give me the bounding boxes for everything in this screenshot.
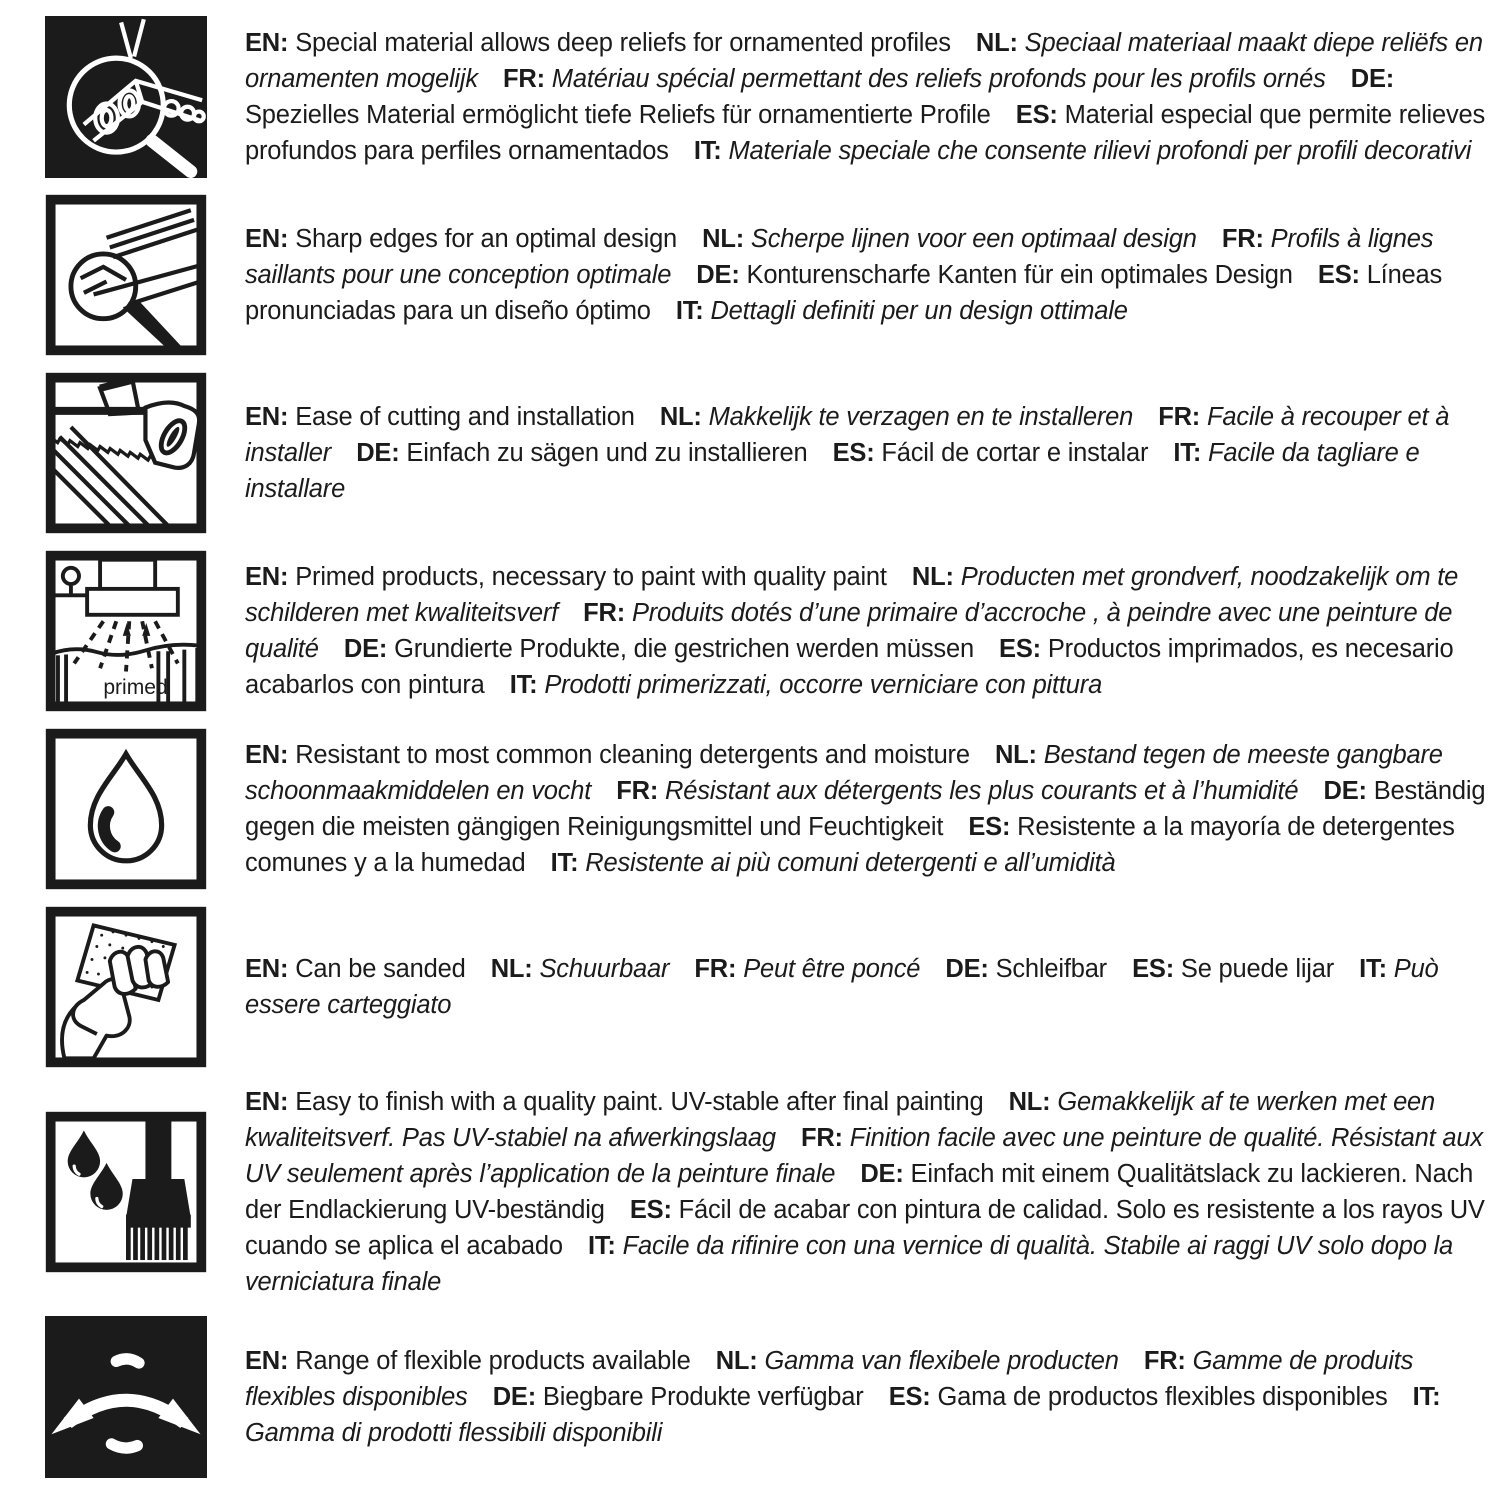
feature-text-segment: NL: Bestand tegen de meeste gangbare schoonmaakmiddelen en vocht — [245, 741, 1443, 805]
feature-row — [45, 728, 1490, 890]
lang-label: NL: — [1008, 1088, 1051, 1116]
lang-label: IT: — [675, 297, 704, 325]
feature-text-segment: ES: Fácil de cortar e instalar — [832, 439, 1149, 467]
lang-label: NL: — [975, 29, 1018, 57]
lang-label: NL: — [490, 955, 533, 983]
lang-label: NL: — [911, 563, 954, 591]
lang-label: EN: — [245, 955, 289, 983]
lang-label: FR: — [1143, 1347, 1186, 1375]
feature-rows — [45, 16, 1490, 1478]
feature-text-segment: NL: Speciaal materiaal maakt diepe reliëfs en ornamenten mogelijk — [245, 29, 1483, 93]
lang-label: DE: — [860, 1160, 904, 1188]
feature-text-segment: EN: Primed products, necessary to paint with quality paint — [245, 563, 887, 591]
feature-text-segment: FR: Facile à recouper et à installer — [245, 403, 1450, 467]
feature-text-segment: EN: Can be sanded — [245, 955, 466, 983]
feature-text-segment: FR: Résistant aux détergents les plus courants et à l’humidité — [616, 777, 1299, 805]
lang-label: ES: — [1132, 955, 1174, 983]
lang-label: ES: — [629, 1196, 672, 1224]
paint-brush-drops-icon-box — [45, 1111, 207, 1273]
paint-brush-drops-icon — [45, 1111, 207, 1273]
feature-text — [245, 399, 1487, 507]
lang-label: EN: — [245, 563, 289, 591]
feature-text-segment: FR: Peut être poncé — [694, 955, 921, 983]
sanding-hand-icon-box — [45, 906, 207, 1068]
sanding-hand-icon — [45, 906, 207, 1068]
feature-text-segment: EN: Resistant to most common cleaning detergents and moisture — [245, 741, 970, 769]
lang-label: FR: — [1221, 225, 1264, 253]
feature-text — [245, 737, 1487, 881]
feature-row — [45, 906, 1490, 1068]
feature-row — [45, 1316, 1490, 1478]
feature-text-segment: ES: Gama de productos flexibles disponibles — [888, 1383, 1388, 1411]
sharp-edges-magnifier-icon-box — [45, 194, 207, 356]
feature-text-segment: DE: Einfach zu sägen und zu installieren — [356, 439, 808, 467]
lang-label: IT: — [509, 671, 538, 699]
flex-arrow-icon-box — [45, 1316, 207, 1478]
feature-text-segment: IT: Dettagli definiti per un design ottimale — [675, 297, 1128, 325]
feature-text-segment: EN: Range of flexible products available — [245, 1347, 691, 1375]
deep-relief-magnifier-icon-box — [45, 16, 207, 178]
lang-label: FR: — [583, 599, 626, 627]
feature-text-segment: FR: Finition facile avec une peinture de qualité. Résistant aux UV seulement après l’application de la peinture finale — [245, 1124, 1483, 1188]
sharp-edges-magnifier-icon — [45, 194, 207, 356]
feature-text-segment: NL: Gamma van flexibele producten — [715, 1347, 1119, 1375]
feature-text-segment: IT: Può essere carteggiato — [245, 955, 1439, 1019]
feature-text-segment: IT: Facile da tagliare e installare — [245, 439, 1420, 503]
feature-text-segment: EN: Easy to finish with a quality paint. UV-stable after final painting — [245, 1088, 984, 1116]
lang-label: ES: — [888, 1383, 931, 1411]
lang-label: DE: — [696, 261, 740, 289]
lang-label: EN: — [245, 403, 289, 431]
lang-label: ES: — [999, 635, 1041, 663]
lang-label: FR: — [1158, 403, 1201, 431]
lang-label: FR: — [800, 1124, 843, 1152]
feature-text-segment: DE: Grundierte Produkte, die gestrichen werden müssen — [343, 635, 974, 663]
lang-label: NL: — [659, 403, 702, 431]
lang-label: ES: — [1015, 101, 1058, 129]
lang-label: IT: — [1412, 1383, 1441, 1411]
lang-label: DE: — [945, 955, 989, 983]
feature-text-segment: DE: Schleifbar — [945, 955, 1107, 983]
lang-label: IT: — [550, 849, 579, 877]
saw-cutting-icon-box — [45, 372, 207, 534]
primer-spray-icon-box — [45, 550, 207, 712]
lang-label: DE: — [1350, 65, 1395, 93]
feature-text-segment: EN: Ease of cutting and installation — [245, 403, 635, 431]
lang-label: ES: — [832, 439, 875, 467]
lang-label: DE: — [343, 635, 388, 663]
feature-text-segment: ES: Resistente a la mayoría de detergentes comunes y a la humedad — [245, 813, 1455, 877]
lang-label: EN: — [245, 29, 289, 57]
feature-text-segment: FR: Matériau spécial permettant des reliefs profonds pour les profils ornés — [503, 65, 1326, 93]
feature-text-segment: NL: Producten met grondverf, noodzakelijk om te schilderen met kwaliteitsverf — [245, 563, 1459, 627]
feature-text — [245, 25, 1487, 169]
flex-arrow-icon — [45, 1316, 207, 1478]
lang-label: DE: — [356, 439, 400, 467]
lang-label: NL: — [715, 1347, 758, 1375]
feature-text — [245, 559, 1487, 703]
feature-text — [245, 951, 1487, 1023]
feature-row — [45, 1084, 1490, 1300]
lang-label: FR: — [616, 777, 659, 805]
lang-label: DE: — [492, 1383, 537, 1411]
feature-text-segment: DE: Einfach mit einem Qualitätslack zu lackieren. Nach der Endlackierung UV-beständig — [245, 1160, 1474, 1224]
feature-text-segment: DE: Konturenscharfe Kanten für ein optimales Design — [696, 261, 1293, 289]
feature-text-segment: IT: Facile da rifinire con una vernice di qualità. Stabile ai raggi UV solo dopo la verniciatura finale — [245, 1232, 1454, 1296]
feature-text-segment: ES: Fácil de acabar con pintura de calidad. Solo es resistente a los rayos UV cuando se aplica el acabado — [245, 1196, 1485, 1260]
lang-label: NL: — [702, 225, 745, 253]
lang-label: EN: — [245, 741, 289, 769]
feature-text-segment: IT: Gamma di prodotti flessibili disponibili — [245, 1383, 1441, 1447]
feature-row — [45, 194, 1490, 356]
lang-label: NL: — [994, 741, 1037, 769]
feature-text-segment: ES: Se puede lijar — [1132, 955, 1335, 983]
lang-label: IT: — [693, 137, 722, 165]
feature-text-segment: NL: Scherpe lijnen voor een optimaal design — [702, 225, 1197, 253]
lang-label: EN: — [245, 1347, 289, 1375]
saw-cutting-icon — [45, 372, 207, 534]
primer-spray-icon — [45, 550, 207, 712]
water-droplet-icon — [45, 728, 207, 890]
feature-text-segment: IT: Resistente ai più comuni detergenti e all’umidità — [550, 849, 1116, 877]
feature-text — [245, 1343, 1487, 1451]
feature-text-segment: FR: Produits dotés d’une primaire d’accroche , à peindre avec une peinture de qualité — [245, 599, 1453, 663]
feature-text-segment: DE: Spezielles Material ermöglicht tiefe Reliefs für ornamentierte Profile — [245, 65, 1395, 129]
feature-text-segment: ES: Material especial que permite relieves profundos para perfiles ornamentados — [245, 101, 1486, 165]
lang-label: ES: — [1317, 261, 1360, 289]
lang-label: FR: — [503, 65, 545, 93]
lang-label: EN: — [245, 1088, 289, 1116]
feature-text-segment: NL: Schuurbaar — [490, 955, 670, 983]
lang-label: ES: — [968, 813, 1011, 841]
feature-text-segment: DE: Biegbare Produkte verfügbar — [492, 1383, 864, 1411]
feature-text-segment: DE: Beständig gegen die meisten gängigen Reinigungsmittel und Feuchtigkeit — [245, 777, 1486, 841]
lang-label: IT: — [587, 1232, 616, 1260]
feature-text-segment: IT: Prodotti primerizzati, occorre verniciare con pittura — [509, 671, 1103, 699]
feature-text-segment: EN: Special material allows deep reliefs for ornamented profiles — [245, 29, 951, 57]
feature-text-segment: FR: Gamme de produits flexibles disponibles — [245, 1347, 1414, 1411]
lang-label: IT: — [1173, 439, 1202, 467]
feature-text-segment: ES: Productos imprimados, es necesario acabarlos con pintura — [245, 635, 1454, 699]
lang-label: EN: — [245, 225, 289, 253]
feature-text — [245, 221, 1487, 329]
feature-text-segment: NL: Makkelijk te verzagen en te installeren — [659, 403, 1134, 431]
feature-row — [45, 550, 1490, 712]
feature-row — [45, 16, 1490, 178]
feature-text-segment: ES: Líneas pronunciadas para un diseño óptimo — [245, 261, 1443, 325]
water-droplet-icon-box — [45, 728, 207, 890]
feature-text — [245, 1084, 1487, 1300]
lang-label: FR: — [694, 955, 737, 983]
feature-text-segment: EN: Sharp edges for an optimal design — [245, 225, 678, 253]
lang-label: DE: — [1323, 777, 1367, 805]
feature-text-segment: IT: Materiale speciale che consente rilievi profondi per profili decorativi — [693, 137, 1472, 165]
deep-relief-magnifier-icon — [45, 16, 207, 178]
feature-text-segment: FR: Profils à lignes saillants pour une conception optimale — [245, 225, 1434, 289]
primed-label: primed — [103, 676, 168, 700]
feature-row — [45, 372, 1490, 534]
lang-label: IT: — [1359, 955, 1387, 983]
feature-text-segment: NL: Gemakkelijk af te werken met een kwaliteitsverf. Pas UV-stabiel na afwerkingslaag — [245, 1088, 1436, 1152]
